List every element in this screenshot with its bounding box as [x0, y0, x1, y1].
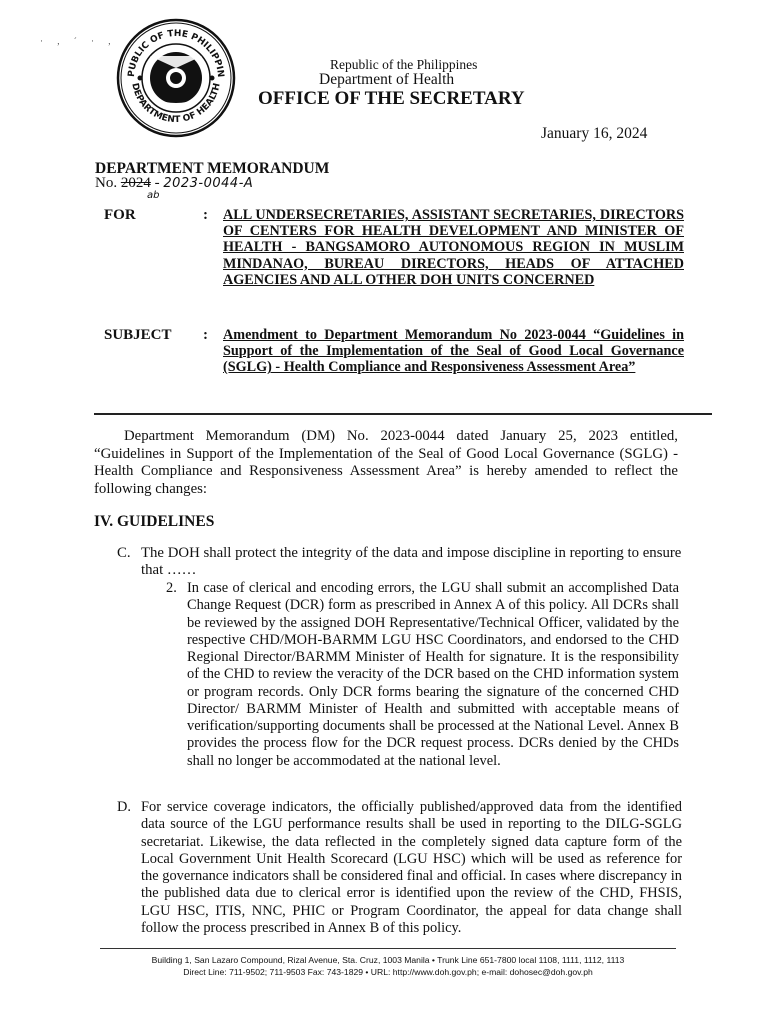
subject-colon: :: [203, 327, 208, 343]
for-label: FOR: [104, 207, 136, 223]
memo-number-sep: -: [150, 175, 164, 191]
memo-date: January 16, 2024: [541, 125, 648, 142]
footer-address: Building 1, San Lazaro Compound, Rizal Avenue, Sta. Cruz, 1003 Manila • Trunk Line 651-7800 local 1108, 1111, 1112, 1113: [151, 955, 625, 965]
header-divider: [94, 413, 712, 415]
subject-text: Amendment to Department Memorandum No 2023-0044 “Guidelines in Support of the Implementation of the Seal of Good Local Governance (SGLG) - Health Compliance and Responsiveness Assessment Area”: [223, 327, 684, 376]
list-item-d-letter: D.: [117, 799, 131, 815]
list-item-c-text: The DOH shall protect the integrity of the data and impose discipline in reporting to ensure that ……: [141, 545, 682, 579]
list-item-c: [117, 545, 682, 580]
doh-seal: [114, 16, 238, 140]
scan-specks: · , ´ · ,: [40, 36, 117, 46]
svg-text:REPUBLIC OF THE PHILIPPINES: PUBLIC OF THE PHILIPPIN: [126, 28, 226, 78]
memo-number-prefix: No.: [95, 175, 118, 191]
list-item-2: [166, 580, 679, 770]
for-colon: :: [203, 207, 208, 223]
handwritten-initials: ab: [147, 190, 160, 201]
svg-text:DEPARTMENT OF HEALTH: DEPARTMENT OF HEALTH: [129, 82, 223, 126]
header-office: OFFICE OF THE SECRETARY: [258, 88, 525, 109]
section-heading: IV. GUIDELINES: [94, 513, 215, 530]
subject-label: SUBJECT: [104, 327, 172, 343]
footer-divider: [100, 948, 676, 949]
seal-emblem-icon: [114, 16, 238, 140]
memo-number-handwritten: 2023-0044-A: [163, 176, 254, 191]
memo-number: [95, 175, 253, 192]
memo-number-struck: 2024: [120, 175, 151, 191]
list-item-d: [117, 799, 682, 937]
intro-paragraph: Department Memorandum (DM) No. 2023-0044 dated January 25, 2023 entitled, “Guidelines in Support of the Implementation of the Seal of Good Local Governance (SGLG) - Health Compliance and Responsiveness Assessment Area” is hereby amended to reflect the following changes:: [94, 428, 678, 497]
for-recipients: ALL UNDERSECRETARIES, ASSISTANT SECRETARIES, DIRECTORS OF CENTERS FOR HEALTH DEVELOPMENT AND MINISTER OF HEALTH - BANGSAMORO AUTONOMOUS REGION IN MUSLIM MINDANAO, BUREAU DIRECTORS, HEADS OF ATTACHED AGENCIES AND ALL OTHER DOH UNITS CONCERNED: [223, 207, 684, 288]
list-item-d-text: For service coverage indicators, the officially published/approved data from the identified data source of the LGU performance results shall be used in reporting to the DILG-SGLG secretariat. Likewise, the data reflected in the completely signed data capture form of the Local Government Unit Health Scorecard (LGU HSC) which will be used as reference for the governance indicators shall be considered final and official. In cases where discrepancy in the published data due to clerical error is identified upon the review of the CHD, FHSIS, LGU HSC, ITIS, NNC, PHIC or Program Coordinator, the appeal for data change shall follow the process prescribed in Annex B of this policy.: [141, 799, 682, 936]
header-department: Department of Health: [319, 71, 455, 88]
list-item-2-number: 2.: [166, 580, 177, 596]
list-item-2-text: In case of clerical and encoding errors, the LGU shall submit an accomplished Data Change Request (DCR) form as prescribed in Annex A of this policy. All DCRs shall be reviewed by the assigned DOH Representative/Technical Officer, validated by the respective CHD/MOH-BARMM LGU HSC Coordinators, and endorsed to the CHD Regional Director/BARMM Minister of Health for signature. It is the responsibility of the CHD to review the veracity of the DCR based on the CHD information system or program records. Only DCR forms bearing the signature of the concerned CHD Director/ BARMM Minister of Health and submitted with acceptable means of verification/supporting documents shall be processed at the National Level. Annex B provides the process flow for the DCR request process. DCRs denied by the CHDs shall no longer be accommodated at the national level.: [187, 580, 679, 769]
header-republic: Republic of the Philippines: [330, 57, 478, 72]
footer-contact: Direct Line: 711-9502; 711-9503 Fax: 743-1829 • URL: http://www.doh.gov.ph; e-mail: dohosec@doh.gov.ph: [183, 967, 593, 977]
memo-type: DEPARTMENT MEMORANDUM: [95, 160, 330, 177]
list-item-c-letter: C.: [117, 545, 131, 561]
